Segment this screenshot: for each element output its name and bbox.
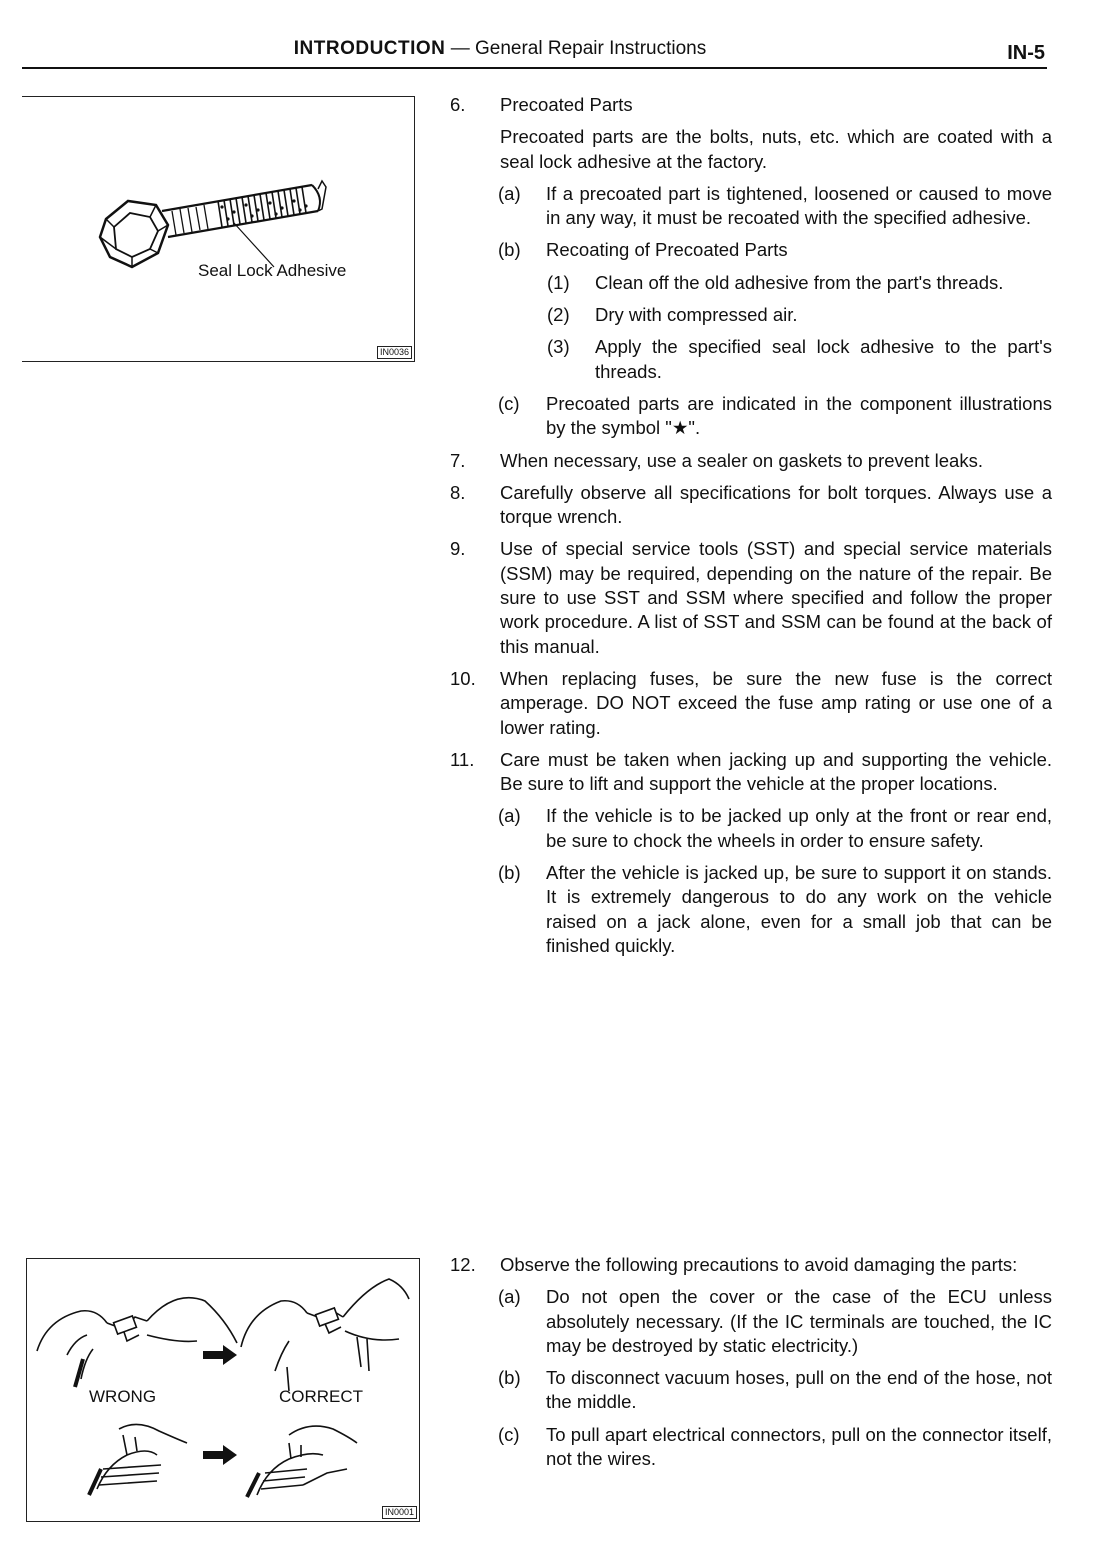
sub-item-6b: (b) Recoating of Precoated Parts bbox=[498, 239, 788, 261]
instructions-column-lower bbox=[450, 1253, 1052, 1471]
bolt-illustration bbox=[22, 97, 414, 361]
sub-item-6b2: (2) Dry with compressed air. bbox=[547, 304, 798, 326]
sub-item-12b: (b) To disconnect vacuum hoses, pull on the end of the hose, not the middle. bbox=[498, 1367, 1052, 1413]
sub-item-6b3: (3) Apply the specified seal lock adhesive to the part's threads. bbox=[547, 336, 1052, 382]
list-item-11: 11. Care must be taken when jacking up and supporting the vehicle. Be sure to lift and support the vehicle at the proper locations. bbox=[450, 748, 1052, 795]
sub-item-11a: (a) If the vehicle is to be jacked up only at the front or rear end, be sure to chock the wheels in order to ensure safety. bbox=[498, 805, 1052, 851]
page-header-title bbox=[0, 38, 1000, 60]
figure-connector-handling bbox=[26, 1258, 420, 1522]
list-item-6-intro: Precoated parts are the bolts, nuts, etc. which are coated with a seal lock adhesive at the factory. bbox=[500, 126, 1052, 172]
section-subtitle: General Repair Instructions bbox=[474, 38, 707, 59]
sub-item-6b1: (1) Clean off the old adhesive from the part's threads. bbox=[547, 271, 1004, 293]
page-number: IN-5 bbox=[1007, 42, 1045, 64]
list-item-7: 7. When necessary, use a sealer on gaskets to prevent leaks. bbox=[450, 449, 983, 471]
wrong-label: WRONG bbox=[89, 1387, 157, 1406]
list-item-6: 6. Precoated Parts bbox=[450, 93, 1052, 117]
list-item-8: 8. Carefully observe all specifications for bolt torques. Always use a torque wrench. bbox=[450, 481, 1052, 528]
figure-seal-lock-adhesive bbox=[22, 96, 415, 362]
sub-item-6c: (c) Precoated parts are indicated in the component illustrations by the symbol "★". bbox=[498, 392, 1052, 439]
section-title: INTRODUCTION bbox=[293, 38, 446, 59]
correct-label: CORRECT bbox=[279, 1387, 364, 1406]
list-item-10: 10. When replacing fuses, be sure the new fuse is the correct amperage. DO NOT exceed the fuse amp rating or use one of a lower rating. bbox=[450, 667, 1052, 738]
figure-code: IN0001 bbox=[382, 1506, 417, 1519]
figure-code: IN0036 bbox=[377, 346, 412, 359]
sub-item-11b: (b) After the vehicle is jacked up, be sure to support it on stands. It is extremely dangerous to do any work on the vehicle raised on a jack alone, even for a small job that can be finished quickly. bbox=[498, 862, 1052, 956]
sub-item-6a: (a) If a precoated part is tightened, loosened or caused to move in any way, it must be recoated with the specified adhesive. bbox=[498, 182, 1052, 229]
list-item-12: 12. Observe the following precautions to avoid damaging the parts: bbox=[450, 1254, 1018, 1275]
header-dash: — bbox=[450, 38, 470, 59]
seal-lock-adhesive-label: Seal Lock Adhesive bbox=[198, 261, 347, 280]
header-rule bbox=[22, 67, 1047, 69]
sub-item-12c: (c) To pull apart electrical connectors, pull on the connector itself, not the wires. bbox=[498, 1423, 1052, 1470]
sub-item-12a: (a) Do not open the cover or the case of the ECU unless absolutely necessary. (If the IC terminals are touched, the IC may be destroyed by static electricity.) bbox=[498, 1286, 1052, 1356]
item-title: Precoated Parts bbox=[500, 94, 633, 115]
instructions-column-upper bbox=[450, 93, 1052, 958]
list-item-9: 9. Use of special service tools (SST) and special service materials (SSM) may be required, depending on the nature of the repair. Be sure to use SST and SSM where specified and follow the proper work procedure. A list of SST and SSM can be found at the back of this manual. bbox=[450, 538, 1052, 657]
